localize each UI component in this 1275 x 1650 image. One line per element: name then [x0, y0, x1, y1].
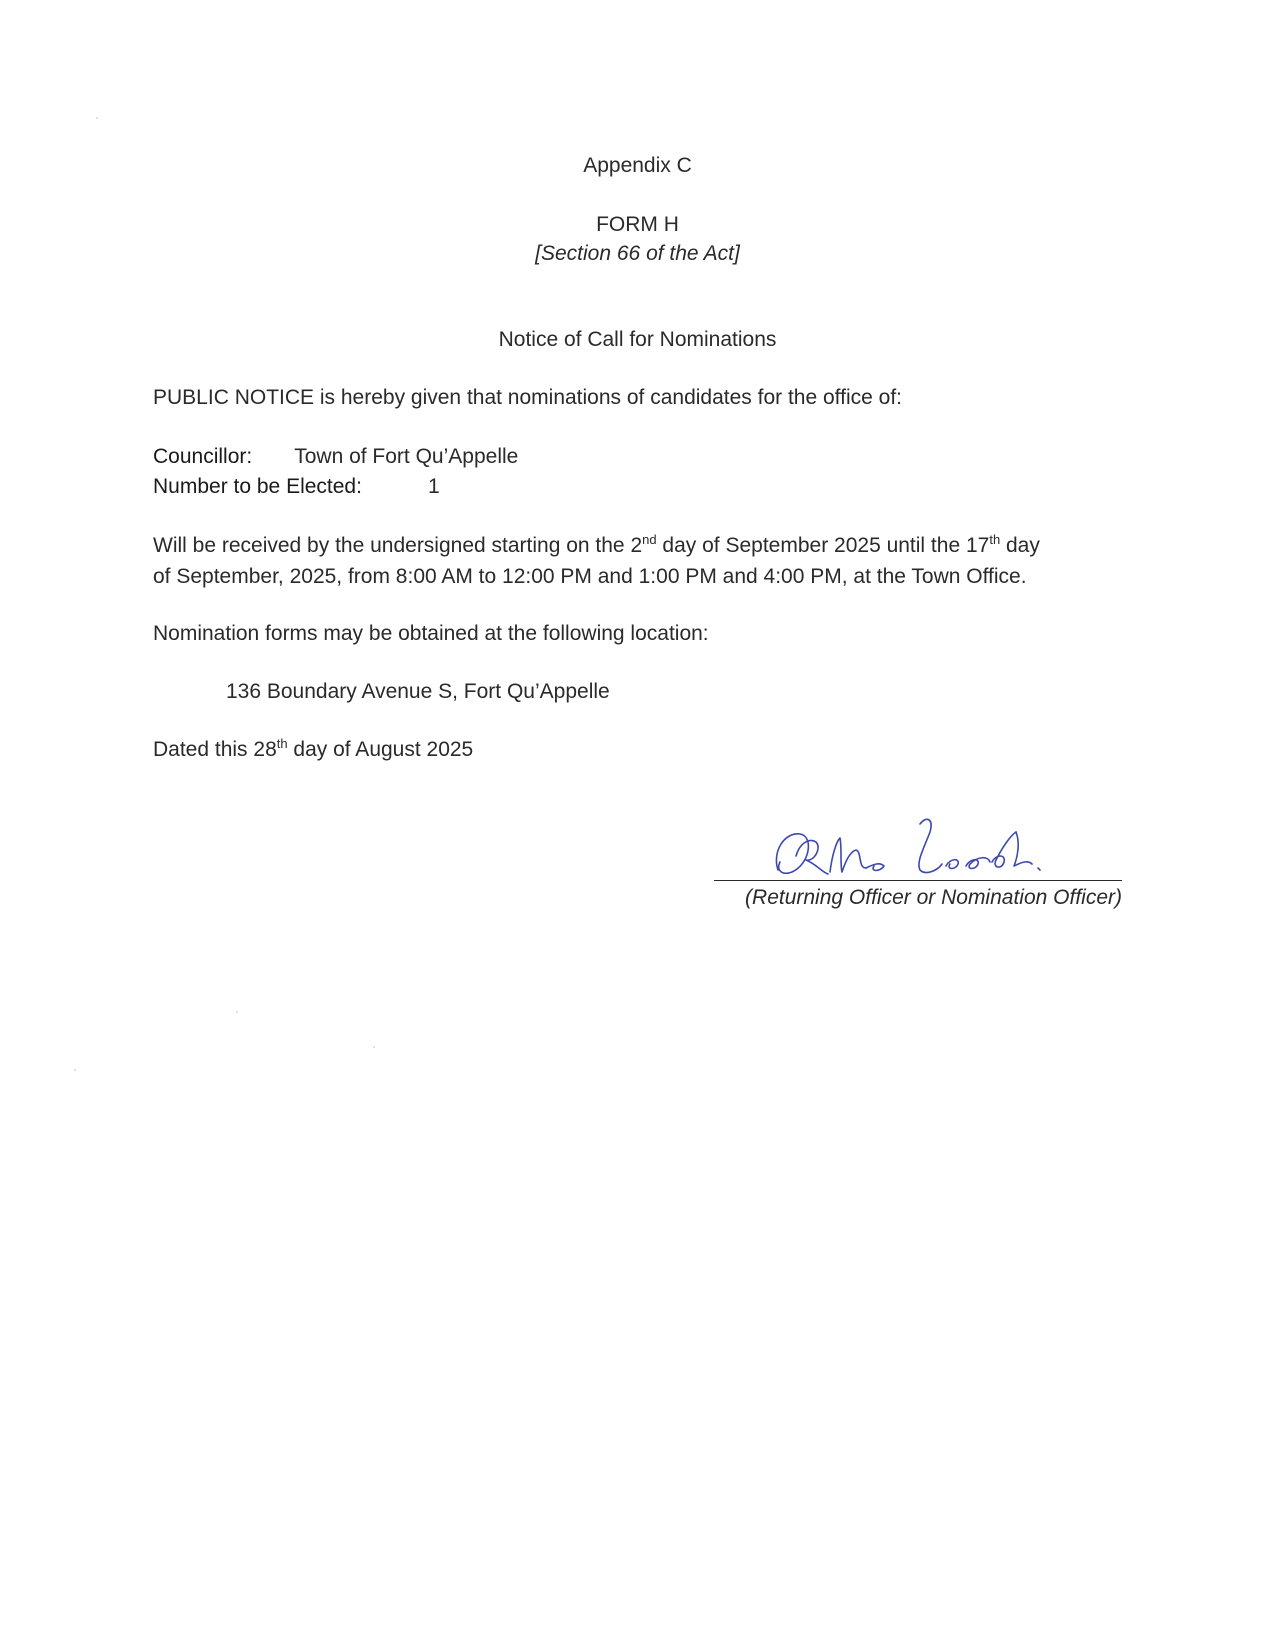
councillor-value: Town of Fort Qu’Appelle	[294, 445, 519, 468]
received-line-2: of September, 2025, from 8:00 AM to 12:00 PM and 1:00 PM and 4:00 PM, at the Town Office.	[153, 565, 1027, 588]
section-reference: [Section 66 of the Act]	[535, 242, 740, 265]
councillor-label: Councillor:	[153, 445, 253, 468]
forms-note: Nomination forms may be obtained at the following location:	[153, 622, 709, 645]
received-line-1	[153, 530, 1040, 561]
form-heading: FORM H	[596, 213, 679, 236]
received-text-c: day	[1000, 534, 1040, 557]
dated-text-b: day of August 2025	[287, 738, 474, 761]
signature-caption: (Returning Officer or Nomination Officer)	[745, 886, 1122, 909]
signature-line	[714, 880, 1122, 881]
location-address: 136 Boundary Avenue S, Fort Qu’Appelle	[226, 680, 610, 703]
number-elected-label: Number to be Elected:	[153, 475, 362, 498]
notice-title: Notice of Call for Nominations	[498, 328, 777, 351]
dated-line	[153, 734, 473, 765]
ordinal-suffix: nd	[642, 532, 657, 547]
scan-speck	[373, 1046, 375, 1048]
dated-text-a: Dated this 28	[153, 738, 277, 761]
number-elected-value: 1	[427, 475, 440, 498]
appendix-heading: Appendix C	[583, 154, 692, 177]
ordinal-suffix: th	[276, 736, 288, 751]
public-notice-intro: PUBLIC NOTICE is hereby given that nominations of candidates for the office of:	[153, 386, 902, 409]
number-elected-row	[153, 471, 440, 502]
received-text-a: Will be received by the undersigned starting on the 2	[153, 534, 643, 557]
scan-speck	[74, 1069, 76, 1071]
ordinal-suffix: th	[989, 532, 1001, 547]
councillor-row	[153, 441, 518, 472]
scan-speck	[236, 1011, 238, 1013]
received-text-b: day of September 2025 until the 17	[656, 534, 990, 557]
scan-speck	[96, 117, 98, 119]
